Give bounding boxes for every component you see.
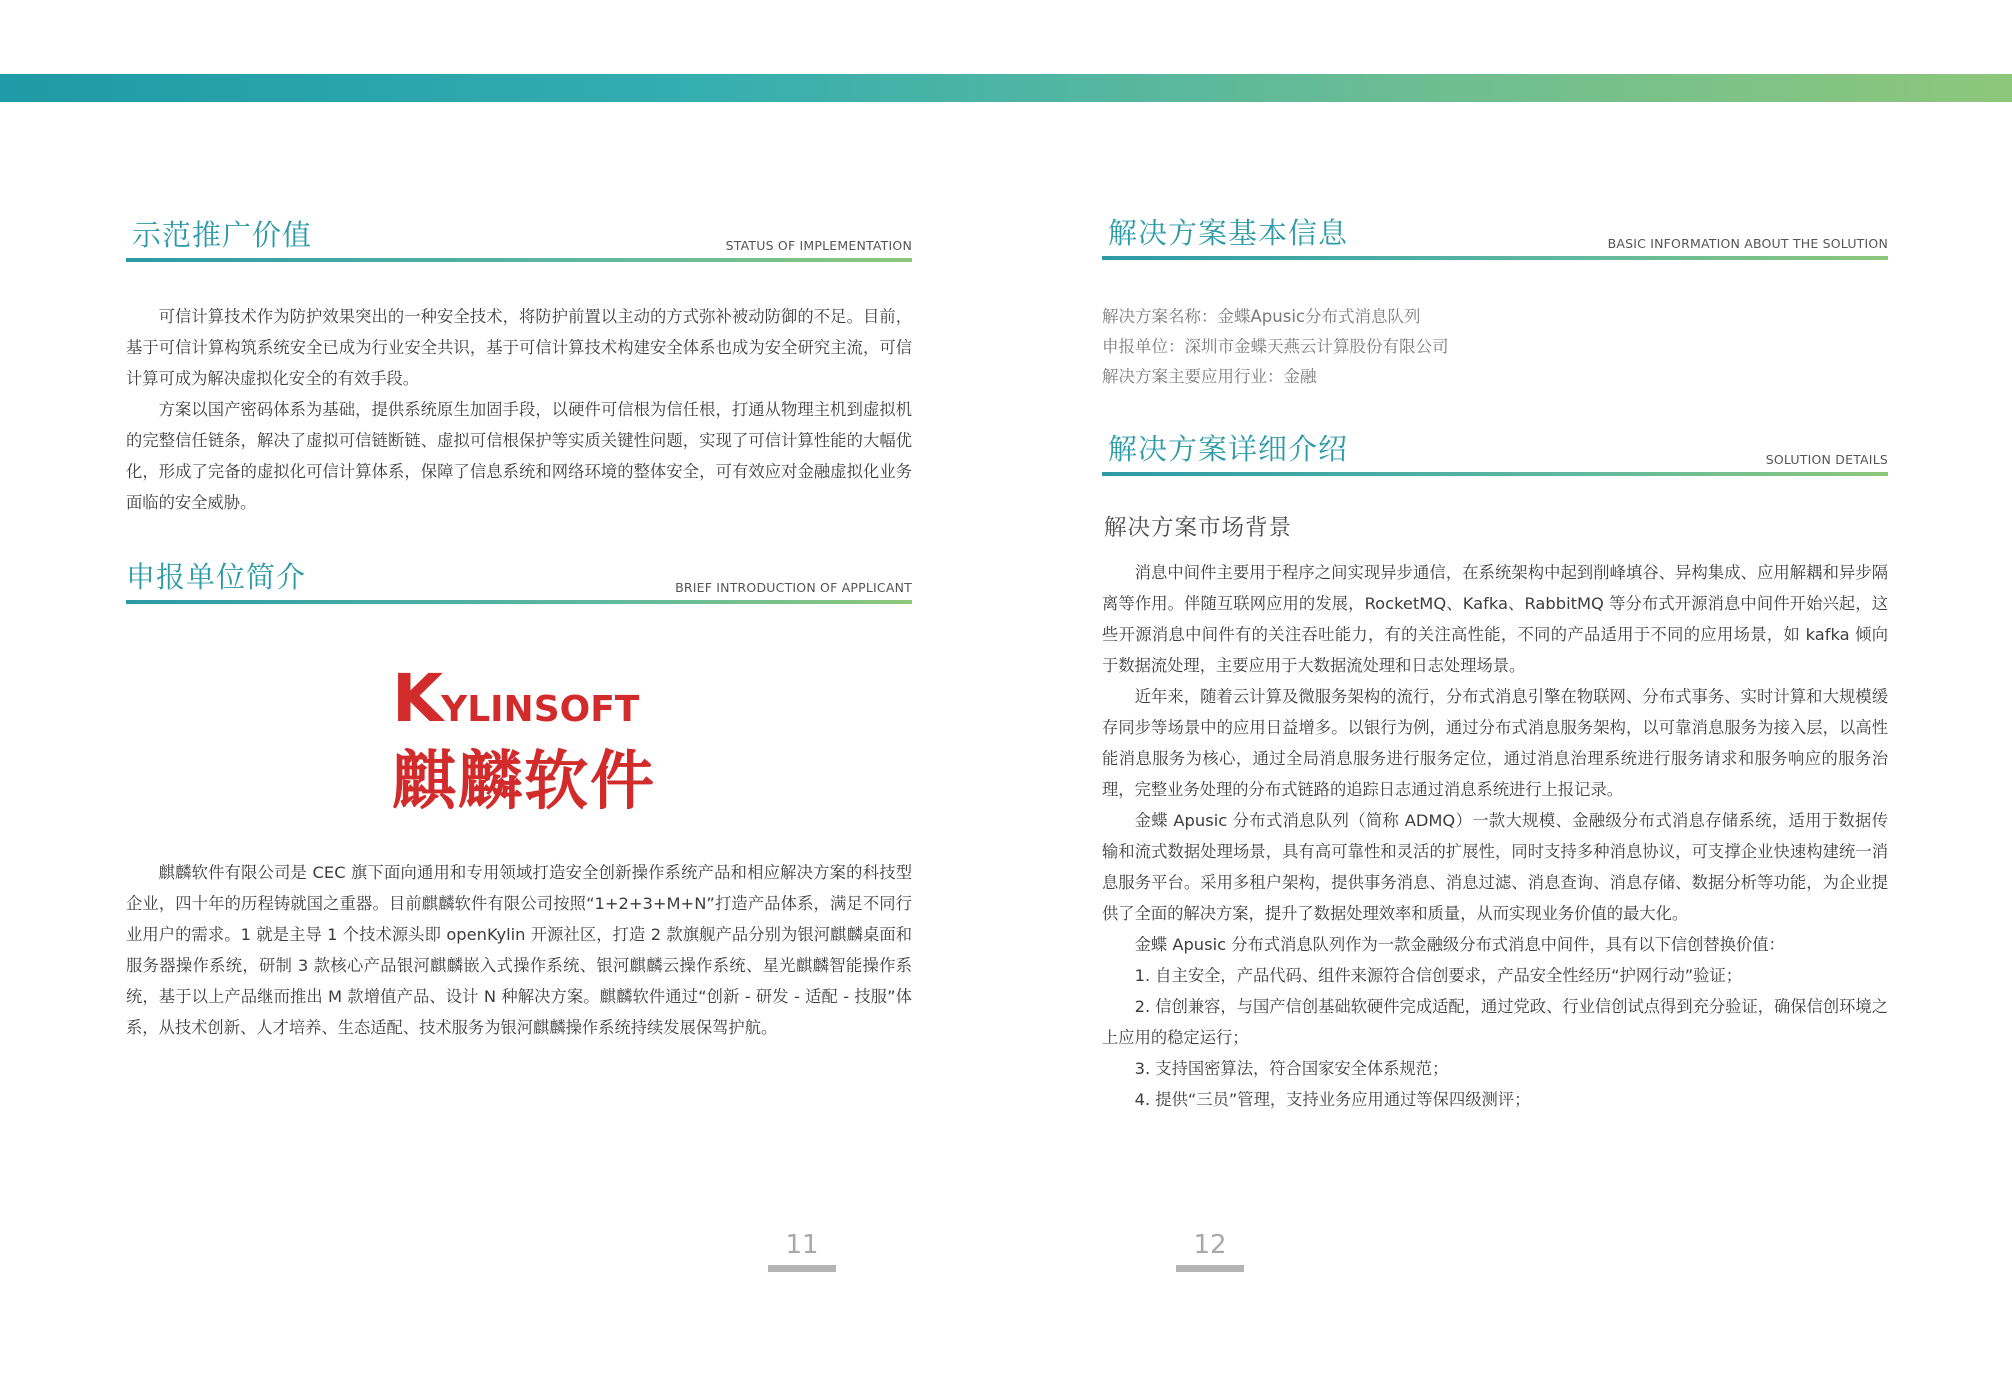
section-subtitle: BASIC INFORMATION ABOUT THE SOLUTION bbox=[1607, 236, 1888, 251]
page-number-bar bbox=[1176, 1265, 1244, 1272]
page-number: 12 bbox=[1193, 1230, 1227, 1260]
info-solution-name: 解决方案名称：金蝶Apusic分布式消息队列 bbox=[1102, 307, 1421, 326]
section-rule bbox=[1102, 472, 1888, 476]
list-item: 1. 自主安全，产品代码、组件来源符合信创要求，产品安全性经历“护网行动”验证； bbox=[1134, 966, 1743, 985]
basic-info-list bbox=[1102, 302, 1888, 392]
section-title: 申报单位简介 bbox=[126, 560, 307, 594]
info-applicant: 申报单位：深圳市金蝶天燕云计算股份有限公司 bbox=[1102, 337, 1449, 356]
solution-details-body bbox=[1102, 557, 1888, 1115]
market-background-heading: 解决方案市场背景 bbox=[1104, 515, 1293, 541]
list-item: 3. 支持国密算法，符合国家安全体系规范； bbox=[1134, 1059, 1449, 1078]
section-header-solution-details bbox=[1102, 430, 1888, 476]
section-header-applicant bbox=[126, 558, 912, 604]
logo-chinese-name: 麒麟软件 bbox=[392, 745, 656, 819]
paragraph: 方案以国产密码体系为基础，提供系统原生加固手段，以硬件可信根为信任根，打通从物理主机到虚拟机的完整信任链条，解决了虚拟可信链断链、虚拟可信根保护等实质关键性问题，实现了可信计算性能的大幅优化，形成了完备的虚拟化可信计算体系，保障了信息系统和网络环境的整体安全，可有效应对金融虚拟化业务面临的安全威胁。 bbox=[126, 400, 912, 512]
demo-value-body bbox=[126, 301, 912, 518]
paragraph: 麒麟软件有限公司是 CEC 旗下面向通用和专用领域打造安全创新操作系统产品和相应解决方案的科技型企业，四十年的历程铸就国之重器。目前麒麟软件有限公司按照“1+2+3+M+N”打造产品体系，满足不同行业用户的需求。1 就是主导 1 个技术源头即 openKylin 开源社区，打造 2 款旗舰产品分别为银河麒麟桌面和服务器操作系统，研制 3 款核心产品银河麒麟嵌入式操作系统、银河麒麟云操作系统、星光麒麟智能操作系统，基于以上产品继而推出 M 款增值产品、设计 N 种解决方案。麒麟软件通过“创新 - 研发 - 适配 - 技服”体系，从技术创新、人才培养、生态适配、技术服务为银河麒麟操作系统持续发展保驾护航。 bbox=[126, 863, 912, 1037]
paragraph: 消息中间件主要用于程序之间实现异步通信，在系统架构中起到削峰填谷、异构集成、应用解耦和异步隔离等作用。伴随互联网应用的发展，RocketMQ、Kafka、RabbitMQ 等分布式开源消息中间件开始兴起，这些开源消息中间件有的关注吞吐能力，有的关注高性能，不同的产品适用于不同的应用场景，如 kafka 倾向于数据流处理，主要应用于大数据流处理和日志处理场景。 bbox=[1102, 563, 1888, 675]
section-title: 解决方案详细介绍 bbox=[1108, 432, 1349, 466]
kylinsoft-logo bbox=[392, 660, 656, 819]
section-title: 解决方案基本信息 bbox=[1108, 216, 1349, 250]
section-header-basic-info bbox=[1102, 214, 1888, 260]
section-title: 示范推广价值 bbox=[132, 218, 313, 252]
logo-wordmark: KYLINSOFT bbox=[392, 660, 640, 737]
section-rule bbox=[1102, 256, 1888, 260]
list-item: 4. 提供“三员”管理，支持业务应用通过等保四级测评； bbox=[1134, 1090, 1531, 1109]
paragraph: 金蝶 Apusic 分布式消息队列作为一款金融级分布式消息中间件，具有以下信创替换价值： bbox=[1134, 935, 1785, 954]
section-rule bbox=[126, 258, 912, 262]
section-header-demo-value bbox=[126, 216, 912, 262]
list-item: 2. 信创兼容，与国产信创基础软硬件完成适配，通过党政、行业信创试点得到充分验证，确保信创环境之上应用的稳定运行； bbox=[1102, 997, 1888, 1047]
applicant-intro-body bbox=[126, 857, 912, 1043]
page-number: 11 bbox=[785, 1230, 819, 1260]
section-rule bbox=[126, 600, 912, 604]
header-gradient-bar bbox=[0, 74, 2012, 102]
paragraph: 近年来，随着云计算及微服务架构的流行，分布式消息引擎在物联网、分布式事务、实时计算和大规模缓存同步等场景中的应用日益增多。以银行为例，通过分布式消息服务架构，以可靠消息服务为接入层，以高性能消息服务为核心，通过全局消息服务进行服务定位，通过消息治理系统进行服务请求和服务响应的服务治理，完整业务处理的分布式链路的追踪日志通过消息系统进行上报记录。 bbox=[1102, 687, 1888, 799]
paragraph: 可信计算技术作为防护效果突出的一种安全技术，将防护前置以主动的方式弥补被动防御的不足。目前，基于可信计算构筑系统安全已成为行业安全共识，基于可信计算技术构建安全体系也成为安全研究主流，可信计算可成为解决虚拟化安全的有效手段。 bbox=[126, 307, 912, 388]
info-industry: 解决方案主要应用行业：金融 bbox=[1102, 367, 1317, 386]
paragraph: 金蝶 Apusic 分布式消息队列（简称 ADMQ）一款大规模、金融级分布式消息存储系统，适用于数据传输和流式数据处理场景，具有高可靠性和灵活的扩展性，同时支持多种消息协议，可支撑企业快速构建统一消息服务平台。采用多租户架构，提供事务消息、消息过滤、消息查询、消息存储、数据分析等功能，为企业提供了全面的解决方案，提升了数据处理效率和质量，从而实现业务价值的最大化。 bbox=[1102, 811, 1888, 923]
section-subtitle: BRIEF INTRODUCTION OF APPLICANT bbox=[675, 580, 912, 595]
section-subtitle: STATUS OF IMPLEMENTATION bbox=[725, 238, 912, 253]
section-subtitle: SOLUTION DETAILS bbox=[1765, 452, 1888, 467]
page-number-bar bbox=[768, 1265, 836, 1272]
